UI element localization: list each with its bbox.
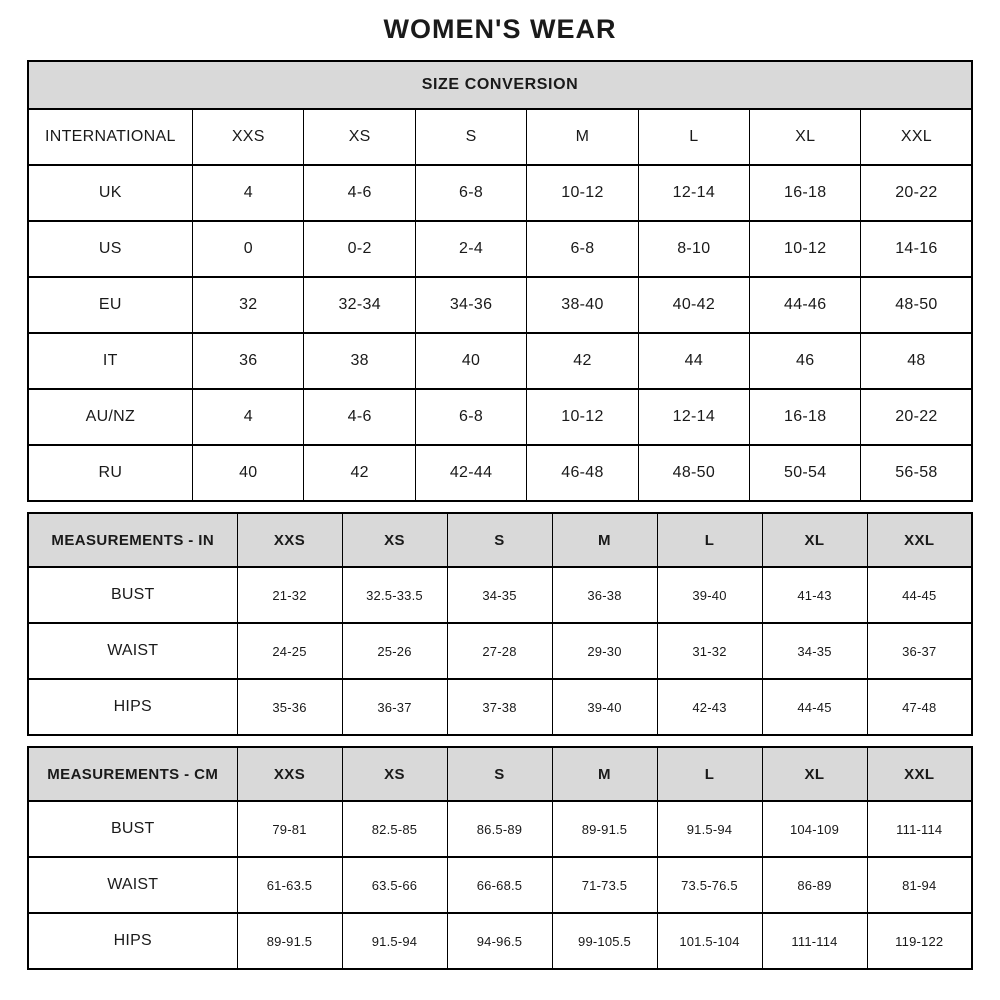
- value-cell: XS: [304, 109, 415, 165]
- row-label: BUST: [28, 801, 237, 857]
- table-row-it: [28, 333, 973, 389]
- value-cell: 44-45: [867, 567, 972, 623]
- value-cell: 89-91.5: [552, 801, 657, 857]
- size-conversion-title: SIZE CONVERSION: [28, 61, 973, 109]
- size-column-header: L: [657, 513, 762, 567]
- row-label: RU: [28, 445, 193, 501]
- size-conversion-header-row: [28, 61, 973, 109]
- value-cell: 94-96.5: [447, 913, 552, 969]
- value-cell: 56-58: [861, 445, 972, 501]
- value-cell: 12-14: [638, 165, 749, 221]
- value-cell: 10-12: [527, 165, 638, 221]
- value-cell: 10-12: [527, 389, 638, 445]
- value-cell: 42-43: [657, 679, 762, 735]
- value-cell: 10-12: [750, 221, 861, 277]
- table-row-eu: [28, 277, 973, 333]
- table-row-uk: [28, 165, 973, 221]
- measurements-in-title: MEASUREMENTS - IN: [28, 513, 237, 567]
- value-cell: 8-10: [638, 221, 749, 277]
- value-cell: 24-25: [237, 623, 342, 679]
- value-cell: 111-114: [762, 913, 867, 969]
- table-row-waist-in: [28, 623, 972, 679]
- size-conversion-table: [27, 60, 974, 502]
- value-cell: 34-36: [415, 277, 526, 333]
- value-cell: 46: [750, 333, 861, 389]
- value-cell: 40: [415, 333, 526, 389]
- value-cell: 101.5-104: [657, 913, 762, 969]
- measurements-cm-title: MEASUREMENTS - CM: [28, 747, 237, 801]
- value-cell: 44: [638, 333, 749, 389]
- value-cell: 32-34: [304, 277, 415, 333]
- value-cell: 34-35: [447, 567, 552, 623]
- table-row-bust-cm: [28, 801, 972, 857]
- row-label: AU/NZ: [28, 389, 193, 445]
- row-label: WAIST: [28, 857, 237, 913]
- value-cell: 36: [193, 333, 304, 389]
- size-column-header: XXS: [237, 513, 342, 567]
- value-cell: 14-16: [861, 221, 972, 277]
- table-row-hips-cm: [28, 913, 972, 969]
- value-cell: 29-30: [552, 623, 657, 679]
- table-row-waist-cm: [28, 857, 972, 913]
- value-cell: 39-40: [657, 567, 762, 623]
- size-column-header: S: [447, 747, 552, 801]
- value-cell: 36-37: [342, 679, 447, 735]
- value-cell: XXS: [193, 109, 304, 165]
- value-cell: 36-37: [867, 623, 972, 679]
- value-cell: 32: [193, 277, 304, 333]
- size-column-header: XXL: [867, 513, 972, 567]
- value-cell: 44-46: [750, 277, 861, 333]
- table-row-bust-in: [28, 567, 972, 623]
- value-cell: 44-45: [762, 679, 867, 735]
- value-cell: 119-122: [867, 913, 972, 969]
- value-cell: 48: [861, 333, 972, 389]
- row-label: HIPS: [28, 913, 237, 969]
- value-cell: 6-8: [415, 165, 526, 221]
- size-column-header: M: [552, 747, 657, 801]
- value-cell: 0-2: [304, 221, 415, 277]
- size-column-header: XL: [762, 747, 867, 801]
- value-cell: 63.5-66: [342, 857, 447, 913]
- value-cell: 36-38: [552, 567, 657, 623]
- size-column-header: S: [447, 513, 552, 567]
- measurements-in-table: [27, 512, 973, 736]
- value-cell: 16-18: [750, 389, 861, 445]
- measurements-cm-table: [27, 746, 973, 970]
- value-cell: 86-89: [762, 857, 867, 913]
- value-cell: S: [415, 109, 526, 165]
- value-cell: 25-26: [342, 623, 447, 679]
- value-cell: 40: [193, 445, 304, 501]
- value-cell: 6-8: [527, 221, 638, 277]
- measurements-in-header-row: [28, 513, 972, 567]
- value-cell: 40-42: [638, 277, 749, 333]
- row-label: EU: [28, 277, 193, 333]
- value-cell: 48-50: [638, 445, 749, 501]
- value-cell: 4-6: [304, 389, 415, 445]
- value-cell: 91.5-94: [342, 913, 447, 969]
- value-cell: 41-43: [762, 567, 867, 623]
- table-row-international: [28, 109, 973, 165]
- value-cell: 38: [304, 333, 415, 389]
- row-label: BUST: [28, 567, 237, 623]
- value-cell: 35-36: [237, 679, 342, 735]
- value-cell: 89-91.5: [237, 913, 342, 969]
- value-cell: 82.5-85: [342, 801, 447, 857]
- value-cell: 79-81: [237, 801, 342, 857]
- value-cell: 86.5-89: [447, 801, 552, 857]
- value-cell: 12-14: [638, 389, 749, 445]
- value-cell: 42: [304, 445, 415, 501]
- size-column-header: XL: [762, 513, 867, 567]
- value-cell: 71-73.5: [552, 857, 657, 913]
- value-cell: 4: [193, 389, 304, 445]
- measurements-cm-header-row: [28, 747, 972, 801]
- value-cell: 20-22: [861, 389, 972, 445]
- size-column-header: XXL: [867, 747, 972, 801]
- table-row-hips-in: [28, 679, 972, 735]
- row-label: US: [28, 221, 193, 277]
- value-cell: 104-109: [762, 801, 867, 857]
- row-label: WAIST: [28, 623, 237, 679]
- value-cell: 4-6: [304, 165, 415, 221]
- table-row-us: [28, 221, 973, 277]
- value-cell: 111-114: [867, 801, 972, 857]
- value-cell: 39-40: [552, 679, 657, 735]
- row-label: HIPS: [28, 679, 237, 735]
- value-cell: XXL: [861, 109, 972, 165]
- row-label: UK: [28, 165, 193, 221]
- value-cell: 21-32: [237, 567, 342, 623]
- value-cell: 66-68.5: [447, 857, 552, 913]
- value-cell: L: [638, 109, 749, 165]
- size-column-header: L: [657, 747, 762, 801]
- row-label: IT: [28, 333, 193, 389]
- value-cell: 27-28: [447, 623, 552, 679]
- value-cell: XL: [750, 109, 861, 165]
- value-cell: 34-35: [762, 623, 867, 679]
- value-cell: 37-38: [447, 679, 552, 735]
- page-title: WOMEN'S WEAR: [383, 14, 617, 44]
- size-column-header: XS: [342, 747, 447, 801]
- value-cell: 46-48: [527, 445, 638, 501]
- size-column-header: XS: [342, 513, 447, 567]
- value-cell: 50-54: [750, 445, 861, 501]
- value-cell: 61-63.5: [237, 857, 342, 913]
- value-cell: 42-44: [415, 445, 526, 501]
- value-cell: 31-32: [657, 623, 762, 679]
- value-cell: 32.5-33.5: [342, 567, 447, 623]
- value-cell: 81-94: [867, 857, 972, 913]
- value-cell: 6-8: [415, 389, 526, 445]
- value-cell: 20-22: [861, 165, 972, 221]
- value-cell: 4: [193, 165, 304, 221]
- value-cell: 48-50: [861, 277, 972, 333]
- value-cell: M: [527, 109, 638, 165]
- value-cell: 38-40: [527, 277, 638, 333]
- size-column-header: XXS: [237, 747, 342, 801]
- value-cell: 47-48: [867, 679, 972, 735]
- row-label: INTERNATIONAL: [28, 109, 193, 165]
- value-cell: 99-105.5: [552, 913, 657, 969]
- value-cell: 42: [527, 333, 638, 389]
- value-cell: 73.5-76.5: [657, 857, 762, 913]
- table-row-aunz: [28, 389, 973, 445]
- table-row-ru: [28, 445, 973, 501]
- value-cell: 16-18: [750, 165, 861, 221]
- value-cell: 2-4: [415, 221, 526, 277]
- size-column-header: M: [552, 513, 657, 567]
- value-cell: 0: [193, 221, 304, 277]
- value-cell: 91.5-94: [657, 801, 762, 857]
